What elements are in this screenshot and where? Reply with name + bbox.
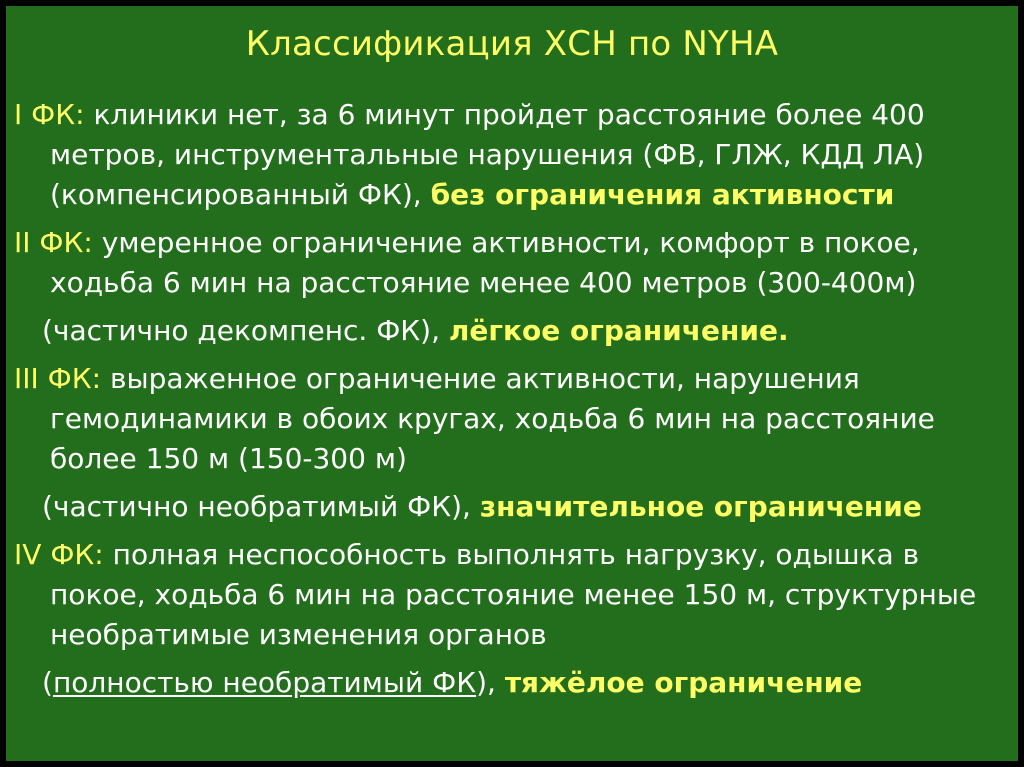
class-3-text: выраженное ограничение активности, нарушения гемодинамики в обоих кругах, ходьба 6 мин на расстояние более 150 м (150-300 м) xyxy=(50,362,935,475)
class-1-label: I ФК: xyxy=(14,98,85,131)
class-3-highlight: значительное ограничение xyxy=(479,490,922,523)
class-2-note-suffix: . xyxy=(777,314,789,347)
class-3-note-text: (частично необратимый ФК), xyxy=(42,490,480,523)
slide-content xyxy=(14,95,1014,703)
class-3-paragraph xyxy=(14,359,1014,479)
class-2-paragraph xyxy=(14,223,1014,303)
class-2-label: II ФК: xyxy=(14,226,93,259)
class-4-paragraph xyxy=(14,535,1014,655)
class-1-paragraph xyxy=(14,95,1014,215)
class-3-label: III ФК: xyxy=(14,362,102,395)
slide-title: Классификация ХСН по NYHA xyxy=(245,24,779,64)
class-4-note-prefix: ( xyxy=(42,666,53,699)
class-2-note-text: (частично декомпенс. ФК), xyxy=(42,314,449,347)
class-4-note-text: ), xyxy=(476,666,505,699)
class-4-text: полная неспособность выполнять нагрузку, одышка в покое, ходьба 6 мин на расстояние менее 150 м, структурные необратимые изменения органов xyxy=(50,538,977,651)
class-3-note xyxy=(14,487,1014,527)
class-2-text: умеренное ограничение активности, комфорт в покое, ходьба 6 мин на расстояние менее 400 метров (300-400м) xyxy=(50,226,920,299)
class-4-note xyxy=(14,663,1014,703)
class-1-text: клиники нет, за 6 минут пройдет расстояние более 400 метров, инструментальные нарушения (ФВ, ГЛЖ, КДД ЛА) (компенсированный ФК), xyxy=(50,98,925,211)
class-2-highlight: лёгкое ограничение xyxy=(448,314,778,347)
class-4-label: IV ФК: xyxy=(14,538,104,571)
class-2-note xyxy=(14,311,1014,351)
class-4-note-underlined: полностью необратимый ФК xyxy=(52,666,477,699)
class-4-highlight: тяжёлое ограничение xyxy=(504,666,863,699)
class-1-highlight: без ограничения активности xyxy=(430,178,895,211)
